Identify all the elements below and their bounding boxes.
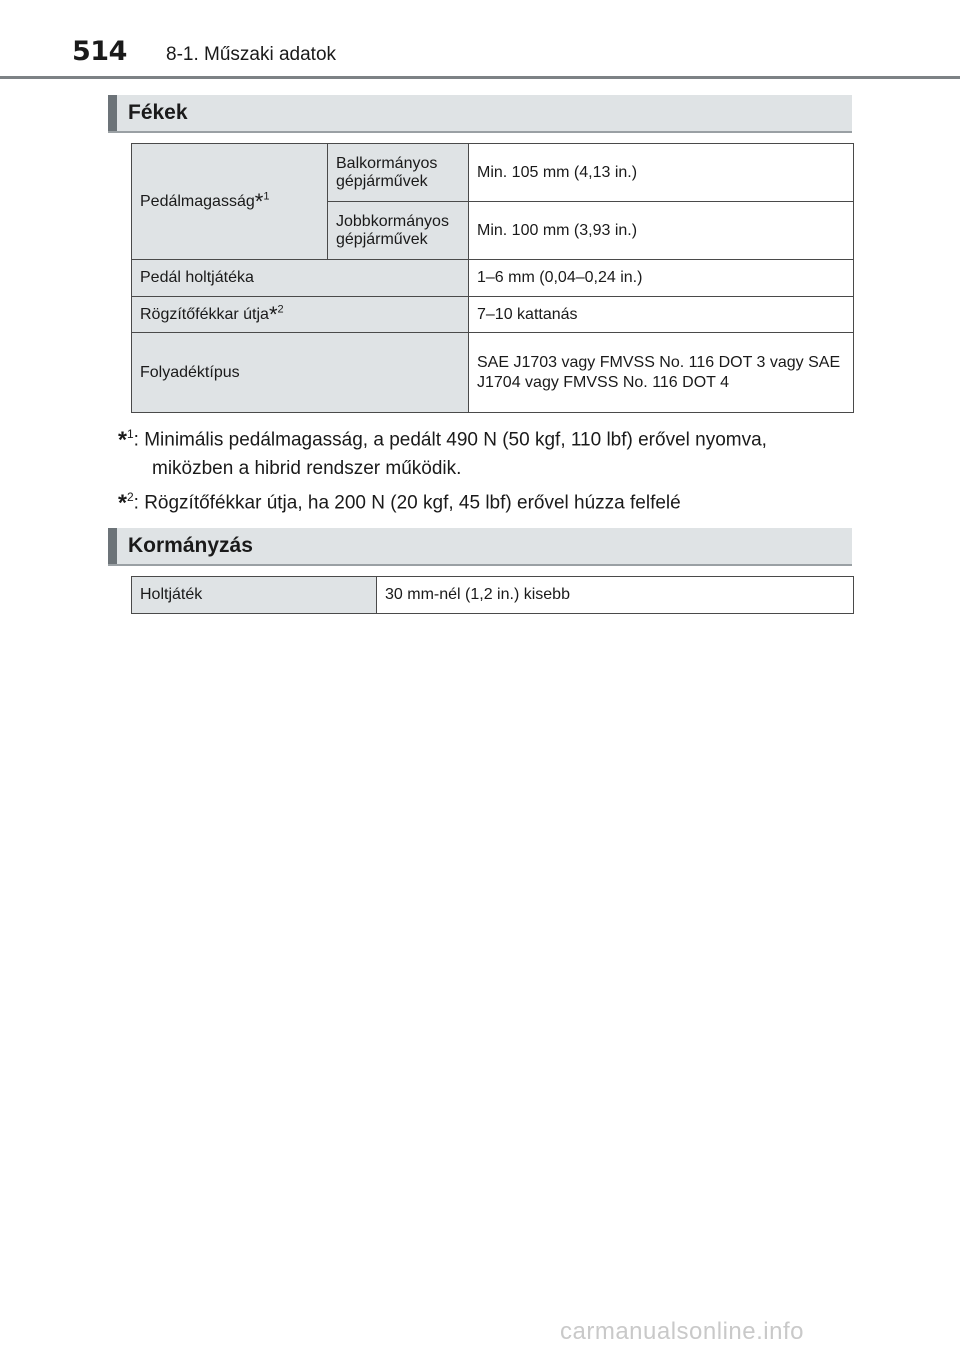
pedal-free-play-label: Pedál holtjátéka: [132, 260, 469, 297]
asterisk-icon: *: [254, 188, 264, 214]
lhd-label: Balkormányos gépjárművek: [328, 144, 469, 202]
table-row: [132, 577, 854, 614]
brakes-spec-table: [131, 143, 854, 413]
parking-brake-travel-value: 7–10 kattanás: [469, 297, 854, 333]
parking-brake-travel-label: Rögzítőfékkar útja: [140, 305, 269, 323]
footnote-ref: 2: [277, 303, 284, 316]
asterisk-icon: *: [268, 301, 278, 327]
fluid-type-label: Folyadéktípus: [132, 333, 469, 413]
footnote-number: 1: [126, 427, 134, 441]
steering-spec-table: [131, 576, 854, 614]
footnote-text-continued: miközben a hibrid rendszer működik.: [152, 458, 462, 480]
footnote-1: [118, 420, 858, 483]
rhd-value: Min. 100 mm (3,93 in.): [469, 202, 854, 260]
header-divider: [0, 76, 960, 79]
asterisk-icon: *: [118, 489, 127, 516]
steering-free-play-value: 30 mm-nél (1,2 in.) kisebb: [377, 577, 854, 614]
rhd-label: Jobbkormányos gépjárművek: [328, 202, 469, 260]
asterisk-icon: *: [118, 426, 127, 453]
section-heading-brakes: [108, 95, 852, 133]
chapter-title: 8-1. Műszaki adatok: [166, 44, 337, 65]
section-accent-bar: [108, 95, 117, 131]
table-row: [132, 297, 854, 333]
pedal-height-label: Pedálmagasság: [140, 192, 255, 210]
section-title: Fékek: [128, 101, 188, 124]
section-title: Kormányzás: [128, 534, 253, 557]
footnote-text: : Rögzítőfékkar útja, ha 200 N (20 kgf, 45 lbf) erővel húzza felfelé: [133, 492, 681, 514]
watermark: carmanualsonline.info: [560, 1318, 804, 1345]
pedal-height-label-cell: [132, 144, 328, 260]
footnote-2: [118, 483, 858, 517]
page-number: 514: [72, 36, 127, 67]
table-row: [132, 144, 854, 202]
footnote-text: : Minimális pedálmagasság, a pedált 490 N (50 kgf, 110 lbf) erővel nyomva,: [133, 429, 767, 451]
fluid-type-value: SAE J1703 vagy FMVSS No. 116 DOT 3 vagy SAE J1704 vagy FMVSS No. 116 DOT 4: [469, 333, 854, 413]
pedal-free-play-value: 1–6 mm (0,04–0,24 in.): [469, 260, 854, 297]
section-heading-steering: [108, 528, 852, 566]
footnote-ref: 1: [263, 190, 270, 203]
table-row: [132, 260, 854, 297]
footnote-number: 2: [126, 490, 134, 504]
table-row: [132, 333, 854, 413]
section-accent-bar: [108, 528, 117, 564]
parking-brake-travel-label-cell: [132, 297, 469, 333]
lhd-value: Min. 105 mm (4,13 in.): [469, 144, 854, 202]
steering-free-play-label: Holtjáték: [132, 577, 377, 614]
